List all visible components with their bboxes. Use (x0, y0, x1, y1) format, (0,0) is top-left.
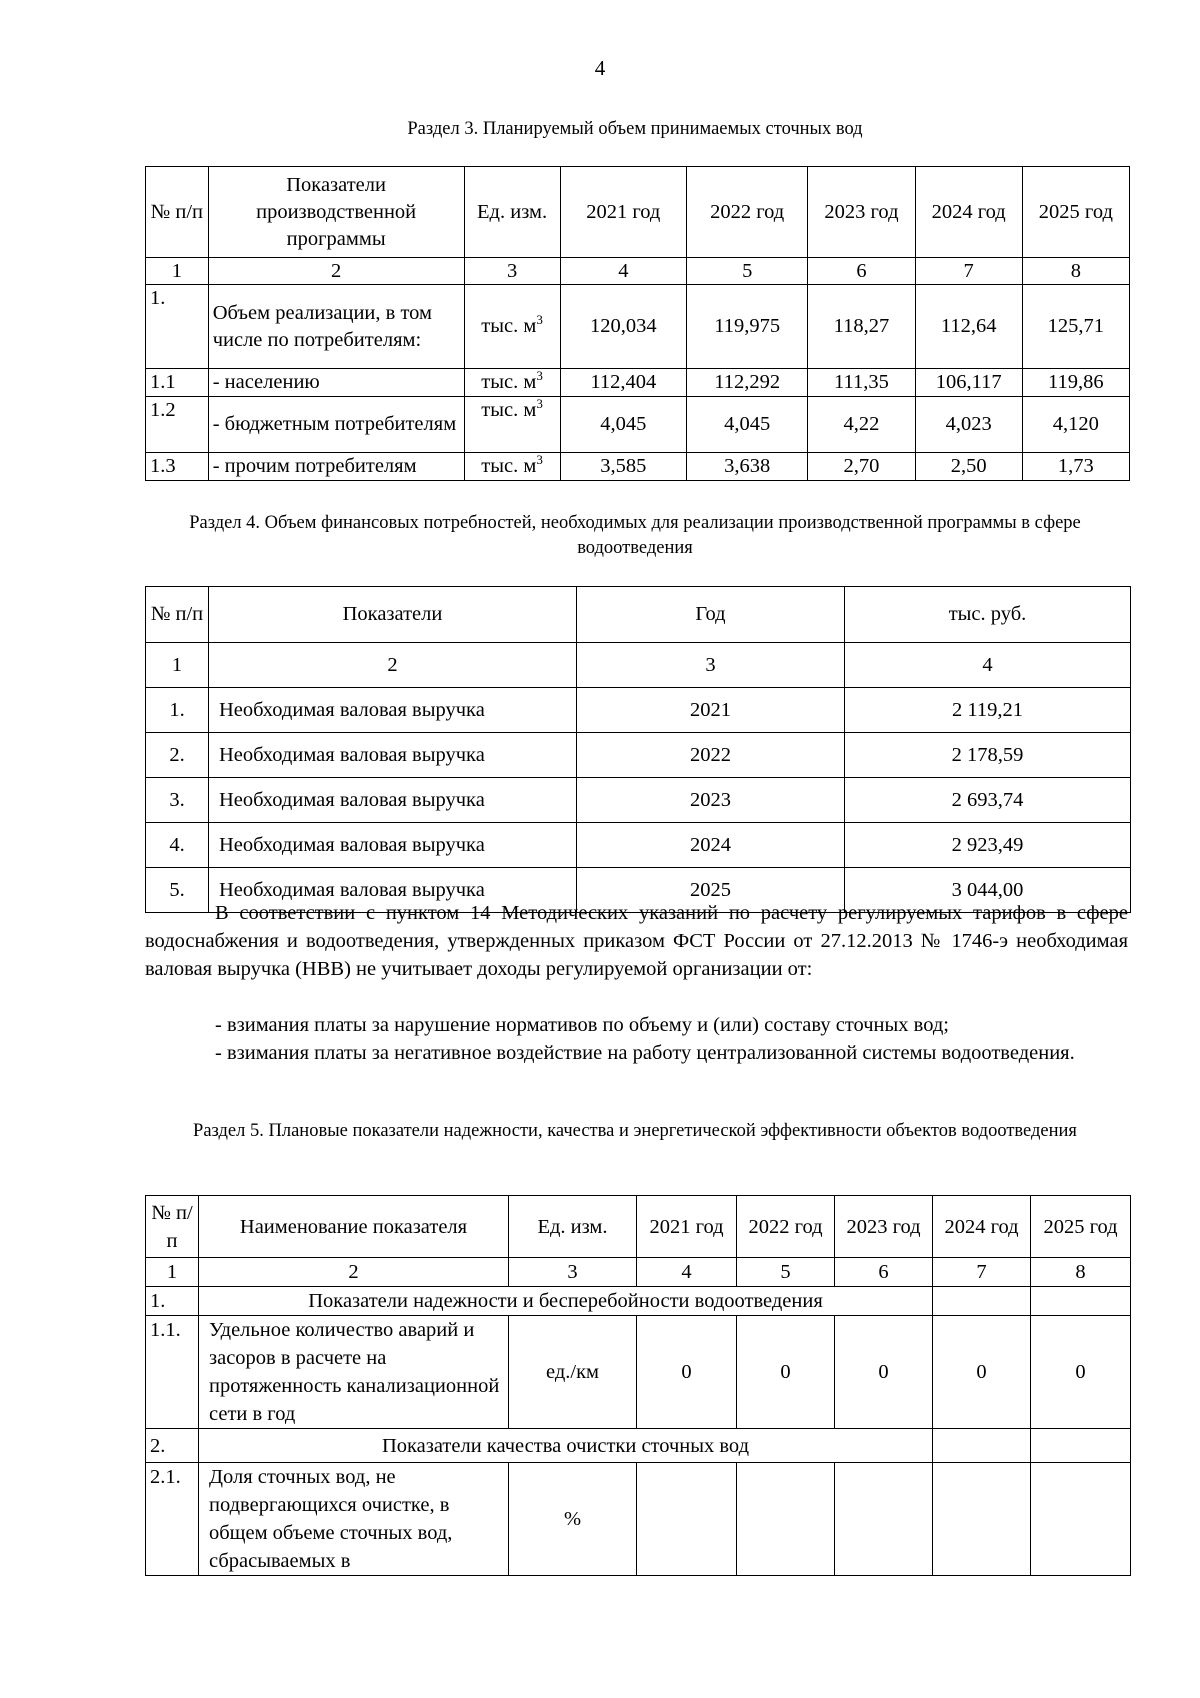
header-cell: тыс. руб. (845, 587, 1131, 643)
empty-cell (1031, 1429, 1131, 1463)
col-number: 7 (933, 1258, 1031, 1287)
group-title: Показатели надежности и бесперебойности водоотведения (199, 1287, 933, 1316)
value-cell: 4,023 (915, 397, 1022, 453)
value-cell: 0 (737, 1316, 835, 1429)
empty-cell (933, 1287, 1031, 1316)
unit-cell: % (509, 1463, 637, 1576)
value-cell: 2,70 (808, 453, 915, 481)
col-number: 3 (577, 643, 845, 688)
col-number: 1 (146, 1258, 199, 1287)
value-cell: 112,404 (560, 369, 686, 397)
column-number-row (146, 643, 1131, 688)
amount-cell: 2 178,59 (845, 733, 1131, 778)
group-row (146, 1429, 1131, 1463)
amount-cell: 2 119,21 (845, 688, 1131, 733)
value-cell: 0 (1031, 1316, 1131, 1429)
col-number: 6 (835, 1258, 933, 1287)
unit-sup: 3 (536, 368, 543, 383)
row-name: Удельное количество аварий и засоров в расчете на протяженность канализационной сети в год (199, 1316, 509, 1429)
header-cell: 2023 год (835, 1196, 933, 1258)
row-name: - населению (208, 369, 464, 397)
unit-cell (464, 369, 560, 397)
header-cell: 2021 год (637, 1196, 737, 1258)
value-cell: 106,117 (915, 369, 1022, 397)
header-cell: 2025 год (1022, 167, 1129, 258)
column-number-row (146, 1258, 1131, 1287)
value-cell: 112,292 (687, 369, 808, 397)
col-number: 8 (1031, 1258, 1131, 1287)
row-name: Необходимая валовая выручка (209, 823, 577, 868)
group-row (146, 1287, 1131, 1316)
empty-cell (637, 1463, 737, 1576)
value-cell: 4,045 (560, 397, 686, 453)
amount-cell: 2 693,74 (845, 778, 1131, 823)
value-cell: 118,27 (808, 285, 915, 369)
value-cell: 1,73 (1022, 453, 1129, 481)
table-header-row (146, 587, 1131, 643)
value-cell: 2,50 (915, 453, 1022, 481)
value-cell: 120,034 (560, 285, 686, 369)
row-name: - бюджетным потребителям (208, 397, 464, 453)
value-cell: 125,71 (1022, 285, 1129, 369)
row-number: 1.1. (146, 1316, 199, 1429)
group-title: Показатели качества очистки сточных вод (199, 1429, 933, 1463)
section-4-table (145, 586, 1131, 913)
col-number: 4 (560, 258, 686, 285)
row-name: - прочим потребителям (208, 453, 464, 481)
year-cell: 2024 (577, 823, 845, 868)
unit-sup: 3 (536, 452, 543, 467)
unit-cell (464, 397, 560, 453)
value-cell: 111,35 (808, 369, 915, 397)
year-cell: 2021 (577, 688, 845, 733)
paragraph-bullet-1: - взимания платы за нарушение нормативов по объему и (или) составу сточных вод; (215, 1014, 949, 1036)
header-cell: Ед. изм. (464, 167, 560, 258)
table-row (146, 1463, 1131, 1576)
row-name: Объем реализации, в том числе по потребителям: (208, 285, 464, 369)
header-cell: № п/п (146, 1196, 199, 1258)
row-name: Необходимая валовая выручка (209, 868, 577, 913)
col-number: 8 (1022, 258, 1129, 285)
unit-cell: ед./км (509, 1316, 637, 1429)
value-cell: 4,22 (808, 397, 915, 453)
section-5-title: Раздел 5. Плановые показатели надежности, качества и энергетической эффективности объектов водоотведения (193, 1121, 1077, 1141)
value-cell: 4,045 (687, 397, 808, 453)
header-cell: 2025 год (1031, 1196, 1131, 1258)
col-number: 7 (915, 258, 1022, 285)
col-number: 4 (845, 643, 1131, 688)
empty-cell (933, 1429, 1031, 1463)
row-name: Необходимая валовая выручка (209, 778, 577, 823)
header-cell: Наименование показателя (199, 1196, 509, 1258)
header-cell: Ед. изм. (509, 1196, 637, 1258)
header-cell: 2024 год (933, 1196, 1031, 1258)
col-number: 4 (637, 1258, 737, 1287)
header-cell: № п/п (146, 167, 209, 258)
row-number: 1. (146, 688, 209, 733)
header-cell: Показатели производственной программы (208, 167, 464, 258)
amount-cell: 3 044,00 (845, 868, 1131, 913)
column-number-row (146, 258, 1130, 285)
row-number: 1.3 (146, 453, 209, 481)
empty-cell (737, 1463, 835, 1576)
table-row (146, 778, 1131, 823)
col-number: 5 (737, 1258, 835, 1287)
row-number: 4. (146, 823, 209, 868)
empty-cell (1031, 1463, 1131, 1576)
unit-base: тыс. м (481, 371, 537, 393)
table-row (146, 688, 1131, 733)
col-number: 3 (464, 258, 560, 285)
header-cell: 2021 год (560, 167, 686, 258)
table-header-row (146, 1196, 1131, 1258)
table-row (146, 453, 1130, 481)
group-number: 2. (146, 1429, 199, 1463)
row-number: 1.1 (146, 369, 209, 397)
row-name: Необходимая валовая выручка (209, 733, 577, 778)
unit-base: тыс. м (481, 399, 537, 421)
col-number: 2 (208, 258, 464, 285)
col-number: 1 (146, 643, 209, 688)
table-row (146, 733, 1131, 778)
row-number: 3. (146, 778, 209, 823)
value-cell: 119,86 (1022, 369, 1129, 397)
year-cell: 2023 (577, 778, 845, 823)
unit-sup: 3 (536, 396, 543, 411)
row-number: 5. (146, 868, 209, 913)
table-row (146, 1316, 1131, 1429)
table-row (146, 397, 1130, 453)
year-cell: 2025 (577, 868, 845, 913)
section-5-table (145, 1195, 1131, 1576)
header-cell: Год (577, 587, 845, 643)
header-cell: 2024 год (915, 167, 1022, 258)
table-header-row (146, 167, 1130, 258)
unit-sup: 3 (536, 312, 543, 327)
row-name: Необходимая валовая выручка (209, 688, 577, 733)
row-number: 1. (146, 285, 209, 369)
row-number: 1.2 (146, 397, 209, 453)
empty-cell (1031, 1287, 1131, 1316)
unit-base: тыс. м (481, 315, 537, 337)
row-number: 2.1. (146, 1463, 199, 1576)
empty-cell (835, 1463, 933, 1576)
header-cell: 2022 год (687, 167, 808, 258)
header-cell: Показатели (209, 587, 577, 643)
col-number: 6 (808, 258, 915, 285)
value-cell: 4,120 (1022, 397, 1129, 453)
page-number: 4 (594, 56, 606, 80)
group-number: 1. (146, 1287, 199, 1316)
paragraph-bullet-2: - взимания платы за негативное воздействие на работу централизованной системы водоотведения. (215, 1042, 1075, 1064)
col-number: 5 (687, 258, 808, 285)
table-row (146, 285, 1130, 369)
year-cell: 2022 (577, 733, 845, 778)
value-cell: 0 (637, 1316, 737, 1429)
unit-cell (464, 453, 560, 481)
row-number: 2. (146, 733, 209, 778)
table-row (146, 823, 1131, 868)
unit-base: тыс. м (481, 455, 537, 477)
value-cell: 119,975 (687, 285, 808, 369)
table-row (146, 369, 1130, 397)
unit-cell (464, 285, 560, 369)
section-3-title: Раздел 3. Планируемый объем принимаемых сточных вод (407, 119, 863, 139)
col-number: 3 (509, 1258, 637, 1287)
paragraph-nvv: В соответствии с пунктом 14 Методических указаний по расчету регулируемых тарифов в сфере водоснабжения и водоотведения, утвержденных приказом ФСТ России от 27.12.2013 № 1746-э необходимая валовая выручка (НВВ) не учитывает доходы регулируемой организации от: (145, 902, 1128, 980)
header-cell: 2023 год (808, 167, 915, 258)
value-cell: 112,64 (915, 285, 1022, 369)
empty-cell (933, 1463, 1031, 1576)
value-cell: 3,585 (560, 453, 686, 481)
value-cell: 3,638 (687, 453, 808, 481)
header-cell: № п/п (146, 587, 209, 643)
amount-cell: 2 923,49 (845, 823, 1131, 868)
col-number: 2 (199, 1258, 509, 1287)
section-3-table (145, 166, 1130, 481)
col-number: 1 (146, 258, 209, 285)
value-cell: 0 (835, 1316, 933, 1429)
col-number: 2 (209, 643, 577, 688)
row-name: Доля сточных вод, не подвергающихся очистке, в общем объеме сточных вод, сбрасываемых в (199, 1463, 509, 1576)
section-4-title: Раздел 4. Объем финансовых потребностей, необходимых для реализации производственной программы в сфере водоотведения (189, 513, 1081, 558)
header-cell: 2022 год (737, 1196, 835, 1258)
value-cell: 0 (933, 1316, 1031, 1429)
